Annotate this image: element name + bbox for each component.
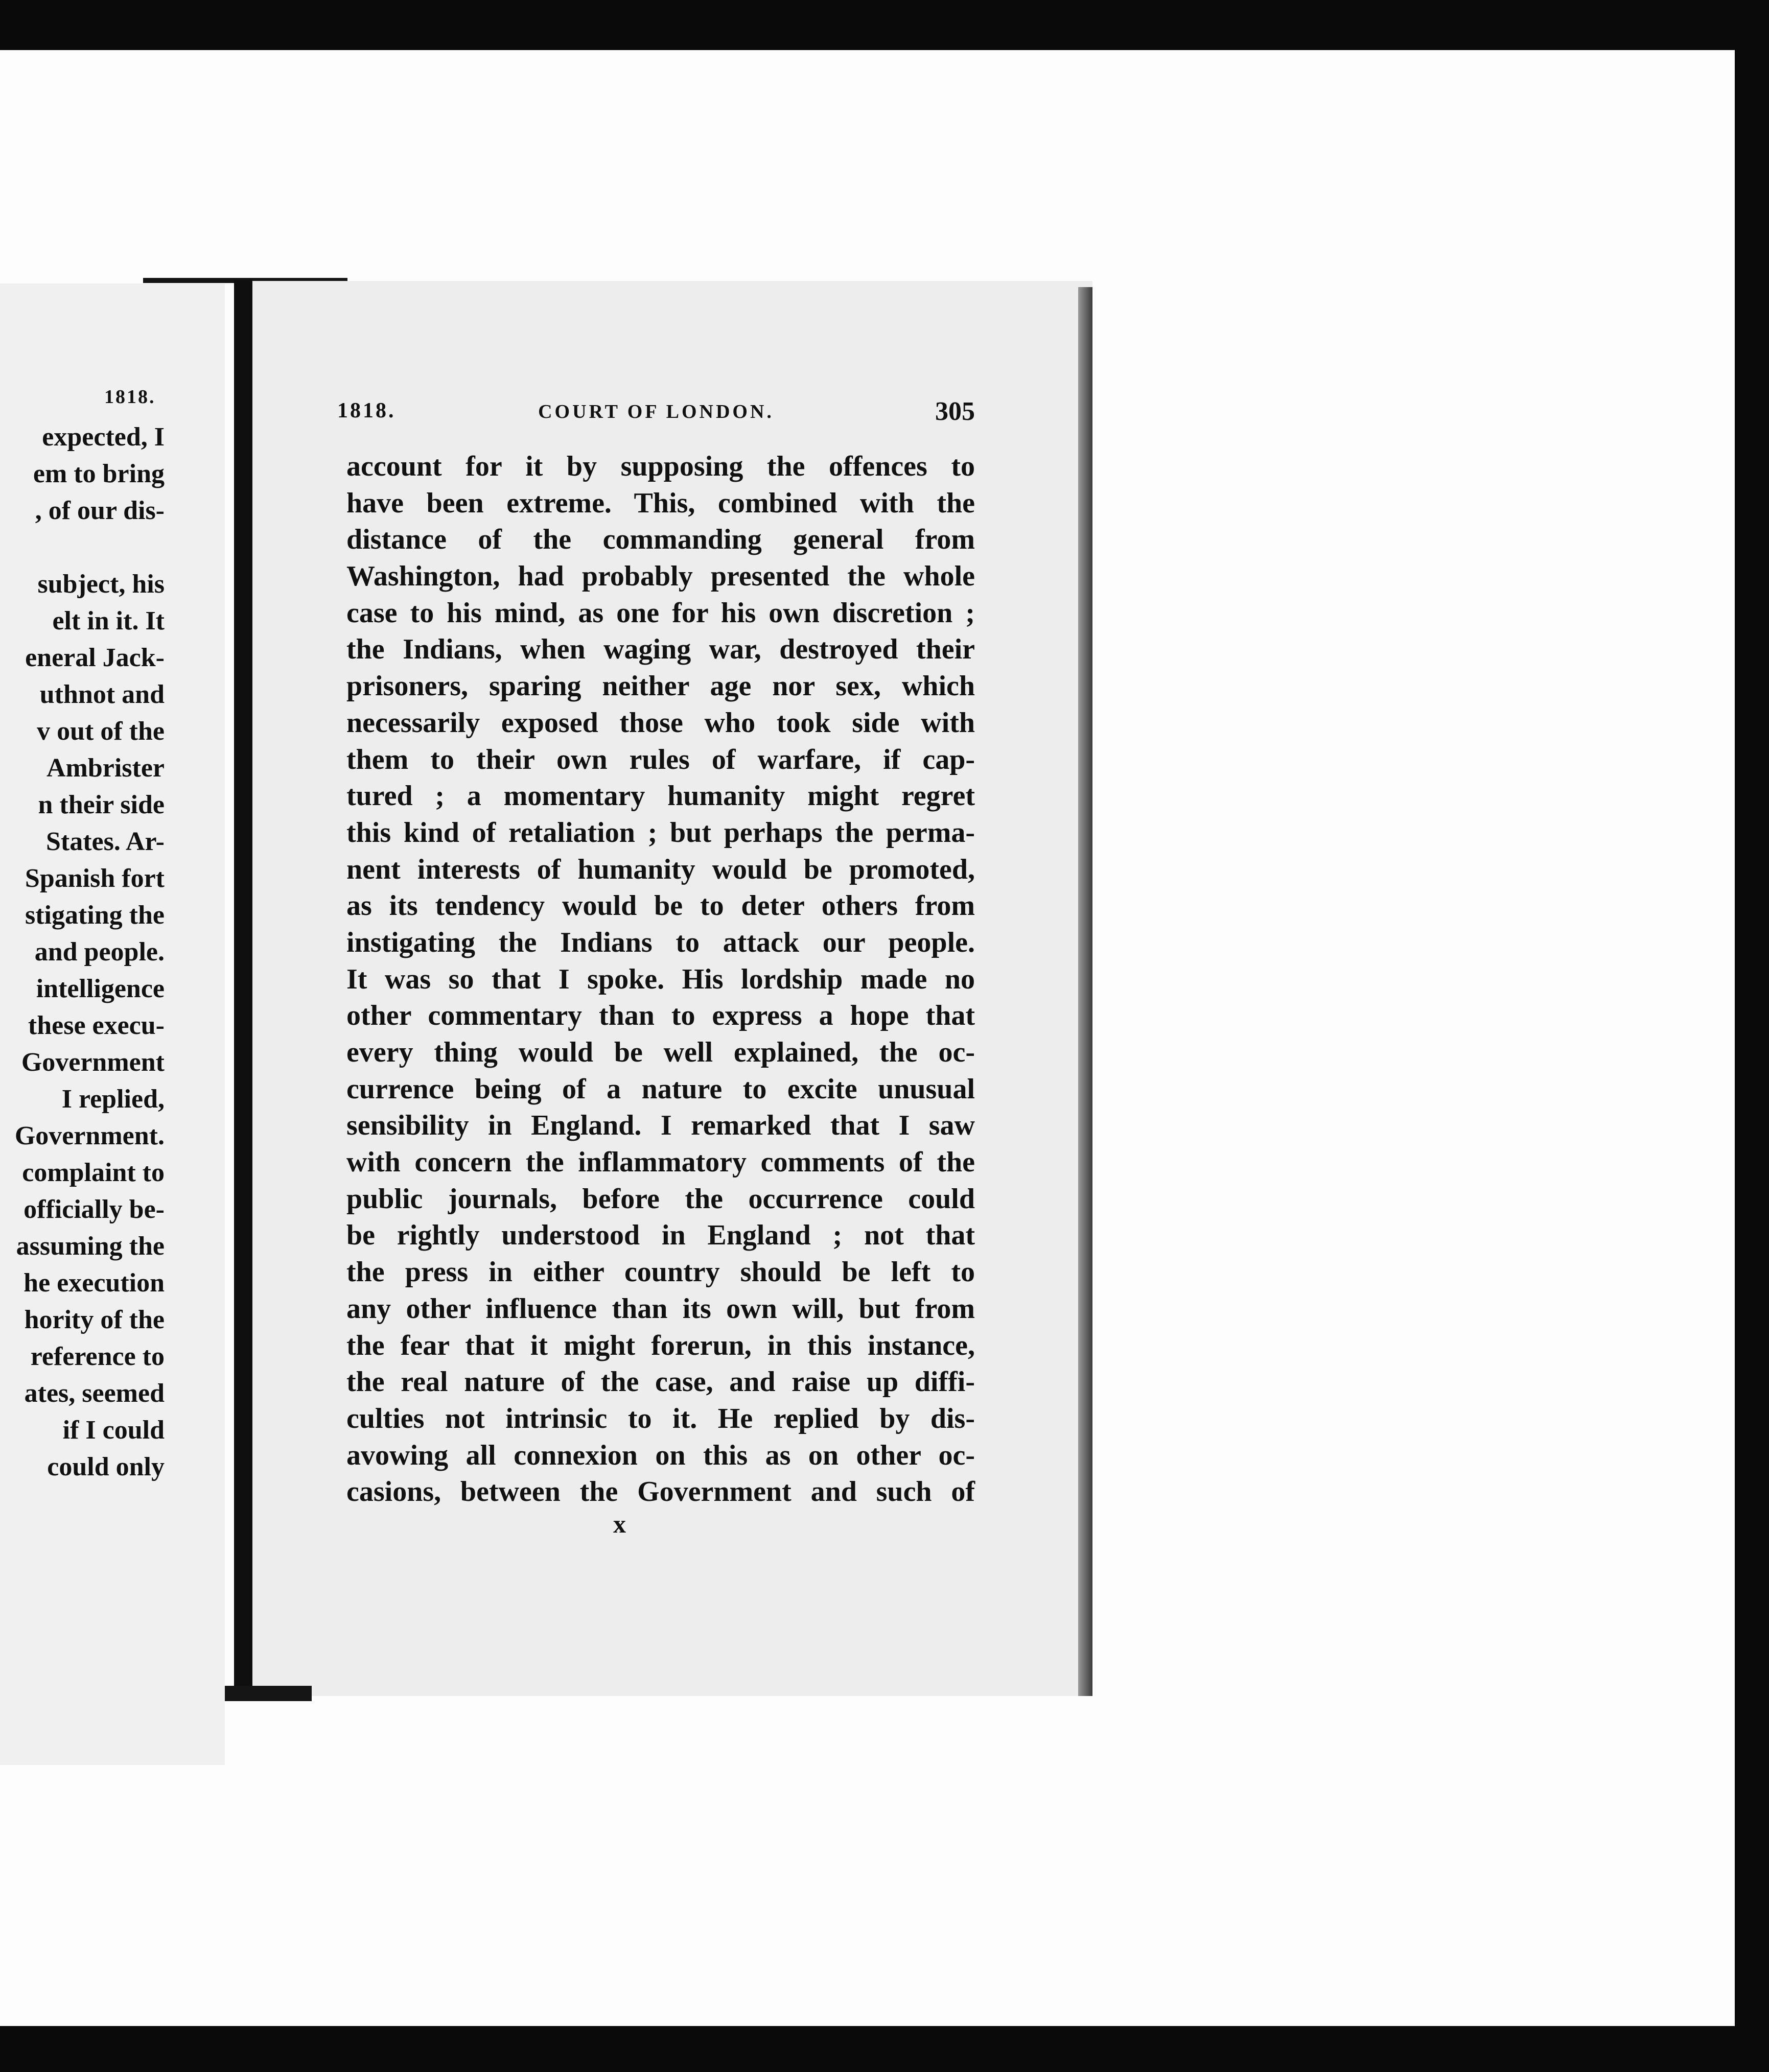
text-line: v out of the [37,717,165,746]
text-line: instigating the Indians to attack our people. [346,926,975,958]
text-line: It was so that I spoke. His lordship made no [346,963,975,995]
page-bottom-edge [225,1686,312,1701]
text-line: nent interests of humanity would be promoted, [346,853,975,885]
text-line: uthnot and [39,680,165,709]
text-line: Government. [14,1121,165,1150]
text-line: with concern the inflammatory comments of the [346,1146,975,1179]
text-line: other commentary than to express a hope that [346,1000,975,1032]
left-running-head: 1818. [104,386,156,408]
text-line: intelligence [36,974,165,1003]
text-line: necessarily exposed those who took side with [346,707,975,739]
text-line: sensibility in England. I remarked that I saw [346,1110,975,1142]
text-line: States. Ar- [45,827,165,856]
text-line: account for it by supposing the offences to [346,451,975,482]
text-line: eneral Jack- [25,643,165,672]
text-line: Government [21,1048,165,1077]
text-line: the fear that it might forerun, in this instance, [346,1329,975,1361]
text-line: complaint to [22,1158,165,1187]
text-line: n their side [38,790,165,819]
text-line: elt in it. It [52,606,165,635]
text-line: tured ; a momentary humanity might regret [346,780,975,812]
running-header [337,398,975,434]
text-line: officially be- [24,1195,165,1224]
text-line: the Indians, when waging war, destroyed their [346,633,975,666]
text-line: and people. [34,937,165,967]
text-line: subject, his [37,570,165,599]
text-line: Washington, had probably presented the whole [346,560,975,593]
text-line: distance of the commanding general from [346,524,975,556]
text-line: case to his mind, as one for his own discretion ; [346,597,975,629]
text-line: em to bring [33,459,165,488]
book-binding-gutter [234,280,252,1690]
left-page-text [15,419,165,1486]
header-title: COURT OF LONDON. [538,401,774,422]
text-line: the press in either country should be left to [346,1256,975,1288]
text-line: could only [47,1452,165,1481]
body-text [346,449,975,1511]
text-line: as its tendency would be to deter others from [346,890,975,922]
text-line: if I could [62,1416,165,1445]
text-line: ates, seemed [24,1379,165,1408]
text-line: them to their own rules of warfare, if cap- [346,743,975,775]
header-year: 1818. [337,399,396,422]
text-line: the real nature of the case, and raise up diffi- [346,1366,975,1398]
text-line: any other influence than its own will, but from [346,1292,975,1325]
text-line: these execu- [28,1011,165,1040]
text-line: assuming the [16,1232,165,1261]
text-line: Ambrister [46,754,165,783]
text-line: this kind of retaliation ; but perhaps the perma- [346,816,975,849]
text-line: be rightly understood in England ; not that [346,1219,975,1252]
text-line: public journals, before the occurrence could [346,1183,975,1215]
signature-mark: x [613,1510,628,1538]
text-line: casions, between the Government and such of [346,1476,975,1508]
text-line: hority of the [24,1305,165,1334]
text-line: reference to [30,1342,165,1371]
text-line: I replied, [61,1085,165,1114]
text-line: prisoners, sparing neither age nor sex, which [346,670,975,702]
text-line: , of our dis- [35,496,165,525]
text-line: have been extreme. This, combined with the [346,487,975,519]
left-page [0,284,225,1765]
text-line [15,529,165,566]
text-line: Spanish fort [25,864,165,893]
text-line: avowing all connexion on this as on other oc- [346,1439,975,1471]
text-line: culties not intrinsic to it. He replied by dis- [346,1402,975,1434]
text-line: currence being of a nature to excite unusual [346,1073,975,1105]
text-line: stigating the [25,901,165,930]
text-line: every thing would be well explained, the oc- [346,1037,975,1068]
text-line: he execution [24,1268,165,1298]
page-fore-edge-shadow [1078,287,1092,1696]
page-number: 305 [935,397,975,426]
text-line: expected, I [42,422,165,452]
